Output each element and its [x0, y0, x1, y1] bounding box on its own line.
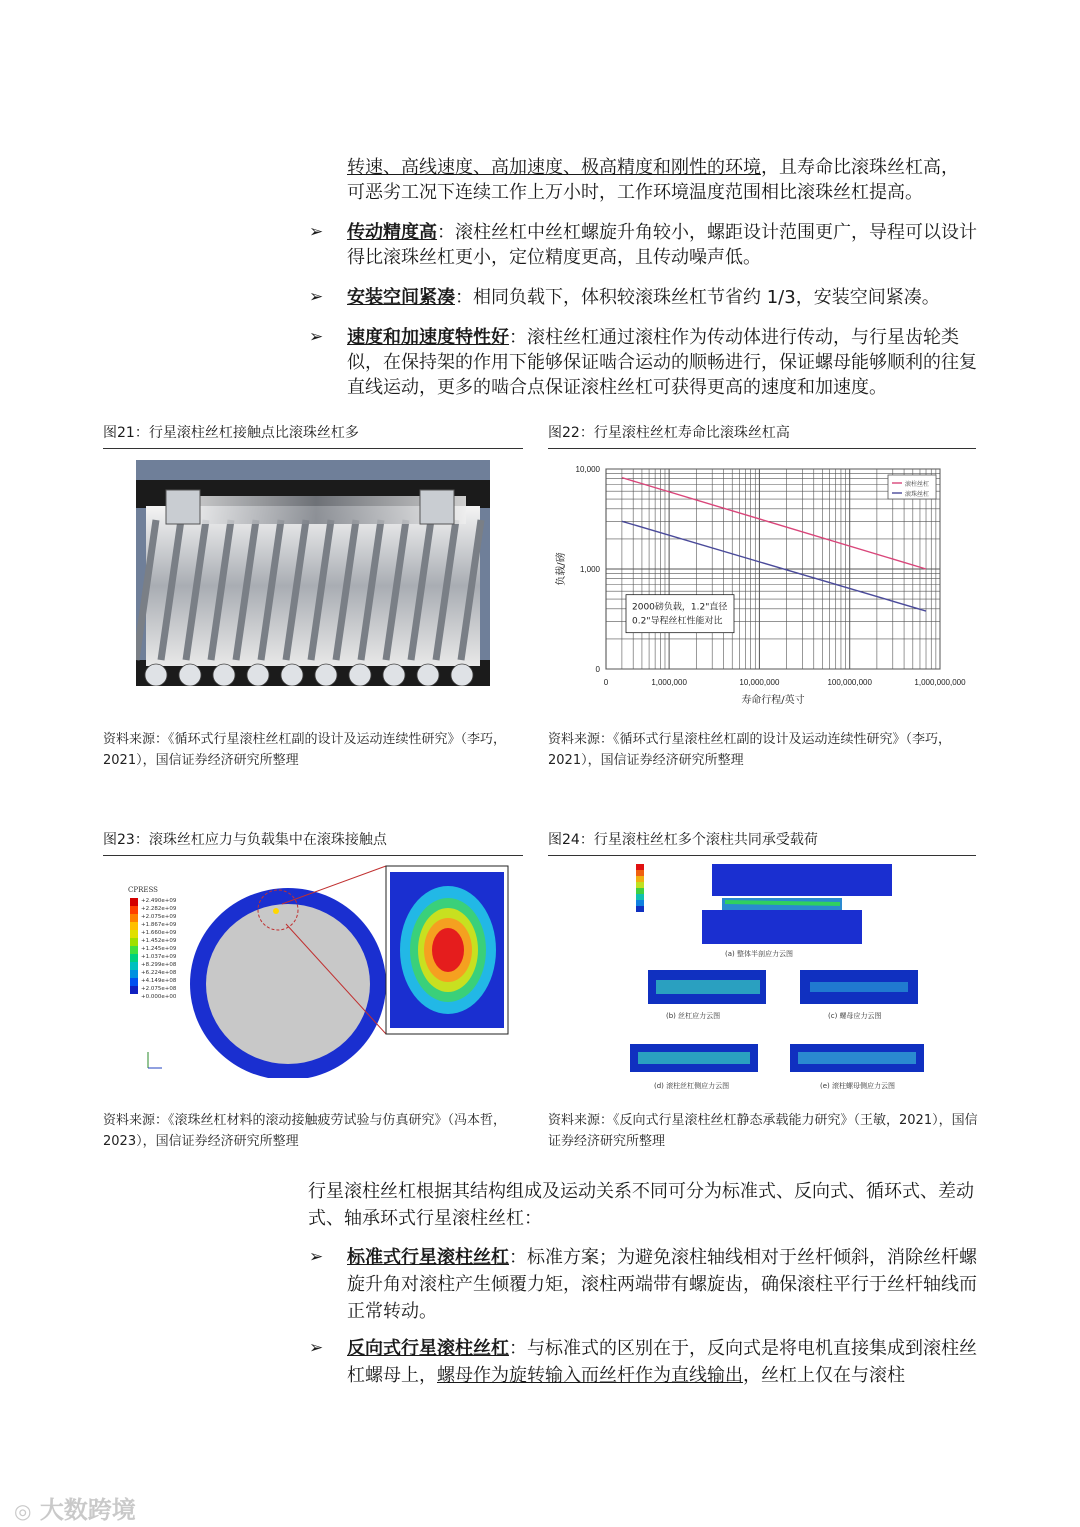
- bullet-text: ：滚柱丝杠通过滚柱作为传动体进行传动，与行星齿轮类似，在保持架的作用下能够保证啮合运动的顺畅进行，保证螺母能够顺利的往复直线运动，更多的啮合点保证滚柱丝杠可获得更高的速度和加速度。: [347, 327, 977, 398]
- fem-roller-stress: [600, 858, 930, 1094]
- fig23-source: 资料来源：《滚珠丝杠材料的滚动接触疲劳试验与仿真研究》（冯本哲，2023），国信证券经济研究所整理: [103, 1113, 507, 1149]
- bullet-title: 安装空间紧凑: [347, 287, 455, 308]
- bullet-text: ：标准方案；为避免滚柱轴线相对于丝杆倾斜，消除丝杆螺旋升角对滚柱产生倾覆力矩，滚柱两端带有螺旋齿，确保滚柱平行于丝杆轴线而正常转动。: [347, 1247, 977, 1322]
- color-legend: [130, 898, 138, 994]
- legend-value: +1.867e+09: [141, 922, 177, 928]
- intro-underlined: 转速、高线速度、高加速度、极高精度和刚性的环境: [347, 157, 761, 178]
- watermark-logo-icon: ◎: [14, 1499, 32, 1523]
- bullet-inverted: [309, 1335, 979, 1389]
- fig21-source: 资料来源：《循环式行星滚柱丝杠副的设计及运动连续性研究》（李巧，2021），国信证券经济研究所整理: [103, 732, 507, 768]
- fig21-image: [136, 460, 490, 686]
- x-axis-label: 寿命行程/英寸: [741, 695, 805, 706]
- arrow-bullet-icon: ➢: [309, 287, 324, 307]
- intro-line2: 可恶劣工况下连续工作上万小时，工作环境温度范围相比滚珠丝杠提高。: [347, 182, 923, 203]
- bullet-speed: [309, 325, 979, 400]
- subfig-a-label: (a) 整体半剖应力云图: [725, 950, 793, 958]
- bullet-precision: [309, 220, 979, 270]
- intro-paragraph: [347, 155, 979, 205]
- arrow-bullet-icon: ➢: [309, 327, 324, 347]
- legend-value: +4.149e+08: [141, 978, 177, 984]
- y-tick-label: 10,000: [575, 465, 600, 474]
- life-chart-svg: [548, 455, 976, 713]
- y-axis-label: 负载/磅: [556, 552, 567, 586]
- x-tick-label: 0: [603, 678, 609, 687]
- intro-rest: ，且寿命比滚珠丝杠高，: [761, 157, 959, 178]
- y-tick-label: 0: [595, 665, 600, 674]
- watermark-text: 大数跨境: [39, 1496, 136, 1524]
- arrow-bullet-icon: ➢: [309, 222, 324, 242]
- watermark: [14, 1490, 136, 1525]
- arrow-bullet-icon: ➢: [309, 1247, 324, 1267]
- arrow-bullet-icon: ➢: [309, 1338, 324, 1358]
- fig22-source: 资料来源：《循环式行星滚柱丝杠副的设计及运动连续性研究》（李巧，2021），国信证券经济研究所整理: [548, 732, 952, 768]
- fig22-chart: [548, 455, 976, 713]
- bullet-underlined: 螺母作为旋转输入而丝杆作为直线输出: [437, 1365, 743, 1386]
- legend-value: +2.075e+08: [141, 986, 177, 992]
- legend-value: +1.037e+09: [141, 954, 177, 960]
- bullet-standard: [309, 1244, 979, 1325]
- annotation-text: 2000磅负载，1.2"直径: [632, 602, 728, 613]
- legend-value: +2.490e+09: [141, 898, 177, 904]
- legend-value: +2.282e+09: [141, 906, 177, 912]
- x-tick-label: 10,000,000: [739, 678, 780, 687]
- fig22-caption: 图22：行星滚柱丝杠寿命比滚珠丝杠高: [548, 424, 976, 449]
- bullet-text: ：滚柱丝杠中丝杠螺旋升角较小，螺距设计范围更广，导程可以设计得比滚珠丝杠更小，定位精度更高，且传动噪声低。: [347, 222, 977, 268]
- legend-value: +2.075e+09: [141, 914, 177, 920]
- legend-value: +1.452e+09: [141, 938, 177, 944]
- bullet-title: 反向式行星滚柱丝杠: [347, 1338, 509, 1359]
- bullet-text-end: ，丝杠上仅在与滚柱: [743, 1365, 905, 1386]
- fem-ball-stress: [118, 864, 518, 1078]
- legend-value: +0.000e+00: [141, 994, 177, 1000]
- subfig-d-label: (d) 滚柱丝杠侧应力云图: [654, 1082, 730, 1090]
- legend-value: +6.224e+08: [141, 970, 177, 976]
- subfig-b-label: (b) 丝杠应力云图: [666, 1012, 721, 1020]
- annotation-text: 0.2"导程丝杠性能对比: [632, 616, 723, 627]
- bullet-title: 传动精度高: [347, 222, 437, 243]
- fig23-image: [118, 864, 518, 1078]
- fig21-caption: 图21：行星滚柱丝杠接触点比滚珠丝杠多: [103, 424, 523, 449]
- bullet-title: 速度和加速度特性好: [347, 327, 509, 348]
- subfig-e-label: (e) 滚柱螺母侧应力云图: [820, 1082, 895, 1090]
- x-tick-label: 1,000,000,000: [914, 678, 966, 687]
- bullet-title: 标准式行星滚柱丝杠: [347, 1247, 509, 1268]
- bullet-compact: [309, 285, 979, 310]
- subfig-c-label: (c) 螺母应力云图: [828, 1012, 882, 1020]
- fig23-caption: 图23：滚珠丝杠应力与负载集中在滚珠接触点: [103, 831, 523, 856]
- y-tick-label: 1,000: [579, 565, 600, 574]
- stress-legend: [636, 864, 644, 912]
- legend-entry: 滚珠丝杠: [905, 491, 930, 498]
- legend-entry: 滚柱丝杠: [905, 481, 930, 488]
- body-paragraph: 行星滚柱丝杠根据其结构组成及运动关系不同可分为标准式、反向式、循环式、差动式、轴承环式行星滚柱丝杠：: [308, 1181, 974, 1229]
- fig24-caption: 图24：行星滚柱丝杠多个滚柱共同承受载荷: [548, 831, 976, 856]
- x-tick-label: 100,000,000: [827, 678, 872, 687]
- legend-value: +1.660e+09: [141, 930, 177, 936]
- fig24-source: 资料来源：《反向式行星滚柱丝杠静态承载能力研究》（王敏，2021），国信证券经济研究所整理: [548, 1113, 978, 1149]
- legend-title: CPRESS: [128, 886, 158, 894]
- bullet-text: ：相同负载下，体积较滚珠丝杠节省约 1/3，安装空间紧凑。: [455, 287, 940, 308]
- screw-render: [136, 460, 490, 686]
- bullet-text: ：与标准式的区别在于，反向式是将电机直接集成到滚柱丝杠螺母上，: [347, 1338, 977, 1386]
- legend-value: +8.299e+08: [141, 962, 177, 968]
- x-tick-label: 1,000,000: [651, 678, 687, 687]
- annotation-box: [626, 595, 734, 633]
- legend-value: +1.245e+09: [141, 946, 177, 952]
- fig24-image: [600, 858, 930, 1094]
